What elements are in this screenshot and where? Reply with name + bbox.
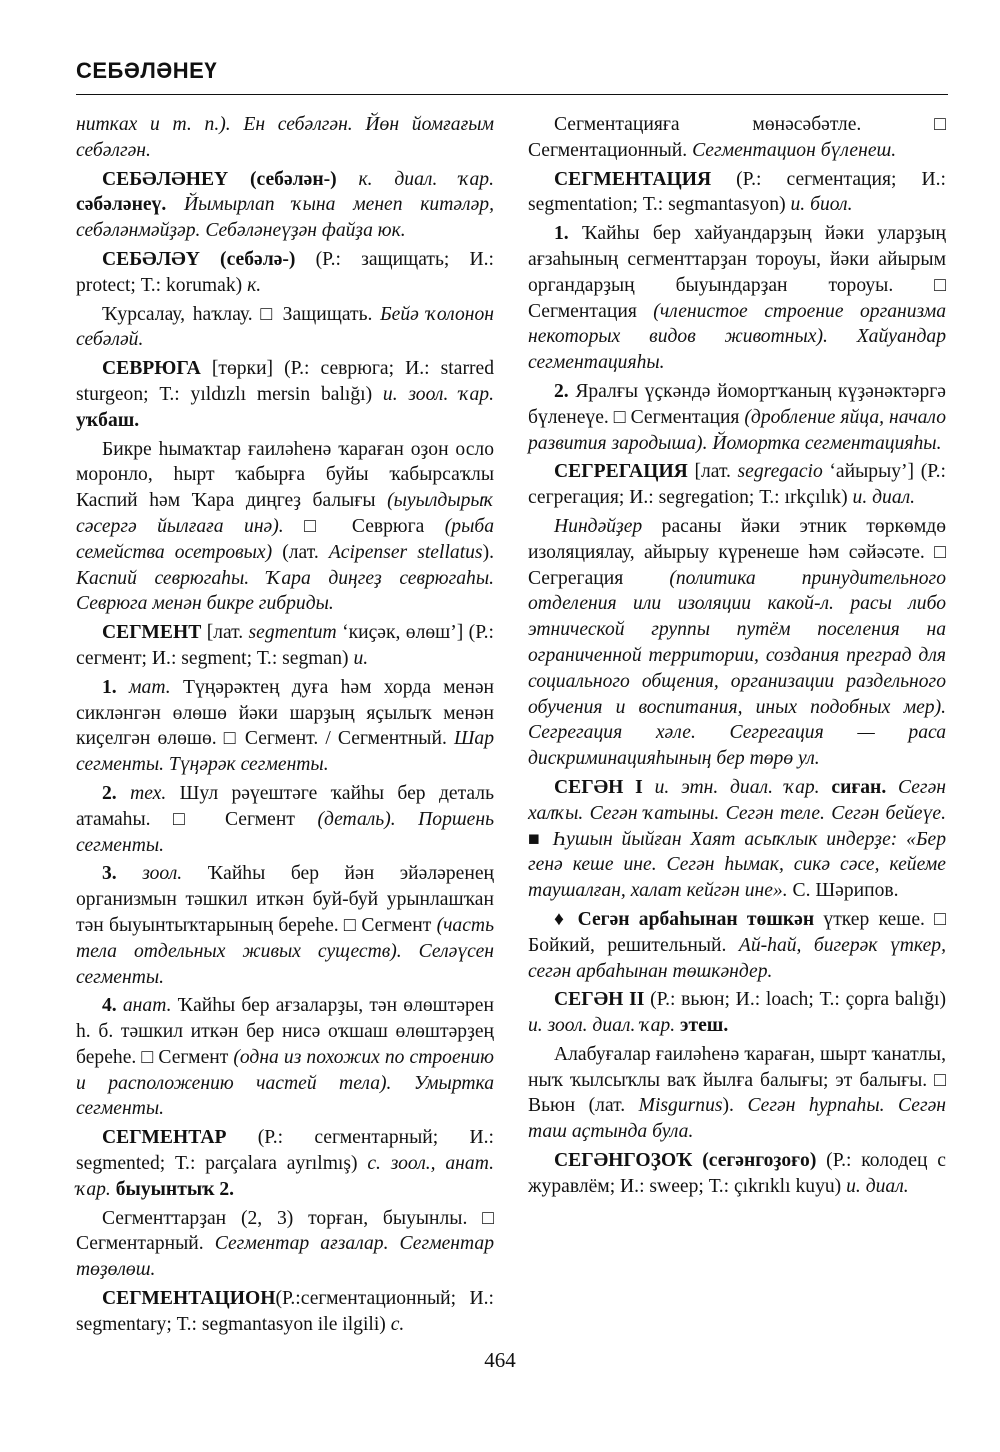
dictionary-entry-paragraph: [76, 247, 494, 299]
headword: Сегән арбаһынан төшкән: [577, 908, 824, 930]
dictionary-entry-paragraph: [528, 907, 946, 984]
headword: СЕБӘЛӘҮ (себәлә-): [102, 248, 316, 270]
text-run: ).: [482, 541, 494, 563]
italic-text: Сегментар ағзалар. Сегментар төҙөлөш.: [76, 1233, 494, 1281]
italic-text: (одна из похожих по строению и расположению частей тела). Умыртка сегменты.: [76, 1046, 494, 1120]
text-run: ♦: [554, 908, 578, 930]
italic-text: и.: [353, 647, 369, 669]
italic-text: и. зоол. ҡар.: [382, 383, 494, 405]
dictionary-entry-paragraph: [528, 112, 946, 164]
text-run: расаны йәки этник төркөмдө изоляциялау, айырыу күренеше һәм сәйәсәте. □ Сегрегация: [528, 515, 946, 589]
headword: 4.: [102, 995, 123, 1017]
right-column: [528, 112, 946, 1203]
headword: СЕГМЕНТ: [102, 622, 207, 644]
headword: уҡбаш.: [76, 409, 140, 431]
italic-text: (членистое строение организма некоторых видов животных). Хайуандар сегментацияһы.: [528, 300, 946, 374]
header-rule: [76, 94, 948, 95]
text-run: С. Шәрипов.: [787, 880, 899, 902]
italic-text: (политика принудительного отделения или изоляции какой-л. расы либо этнической группы путём поселения на ограниченной территории, создания преград для социального общения, организации раздельного обучения и воспитания, иных подобных мер). Сегрегация хәле. Сегрегация — раса дискриминацияһының бер төрө ул.: [528, 567, 946, 770]
italic-text: Acipenser stellatus: [328, 541, 483, 563]
dictionary-entry-paragraph: [76, 861, 494, 990]
headword: 1.: [554, 223, 582, 245]
dictionary-entry-paragraph: [76, 302, 494, 354]
headword: этеш.: [680, 1015, 729, 1037]
italic-text: и. диал.: [846, 1175, 909, 1197]
text-run: (Р.: сегментарный; И.: segmented; Т.: parçalara ayrılmış): [76, 1127, 494, 1175]
text-run: Ҡурсалау, һаҡлау. □ Защищать.: [102, 303, 381, 325]
headword: 2.: [554, 380, 576, 402]
text-run: [лат.: [694, 461, 738, 483]
italic-text: тех.: [130, 782, 180, 804]
italic-text: и. диал.: [852, 487, 916, 509]
italic-text: Сегән халҡы. Сегән ҡатыны. Сегән теле. Сегән бейеүе.: [528, 776, 946, 824]
italic-text: Ай-һай, бигерәк үткер, сегән арбаһынан төшкәндер.: [528, 934, 946, 982]
italic-text: зоол.: [142, 863, 208, 885]
dictionary-entry-paragraph: [76, 781, 494, 858]
headword: сәбәләнеү.: [76, 194, 184, 216]
italic-text: segmentum: [248, 622, 337, 644]
dictionary-entry-paragraph: [528, 514, 946, 772]
text-run: Ҡайһы бер йән эйәләренең организмын тәшкил иткән буй-буй урынлашҡан тән быуынтыҡтарының береһе. □ Сегмент: [76, 863, 494, 936]
running-header-title: СЕБӘЛӘНЕҮ: [76, 58, 218, 83]
dictionary-entry-paragraph: [76, 112, 494, 164]
italic-text: Йымырлап ҡына менеп китәләр, себәләнмәйҙәр. Себәләнеүҙән файҙа юк.: [76, 194, 494, 242]
text-run: ‘киҫәк, өлөш’] (Р.: сегмент; И.: segment; Т.: segman): [76, 622, 494, 669]
text-run: (Р.: колодец с журавлём; И.: sweep; Т.: çıkrıklı kuyu): [528, 1150, 946, 1197]
italic-text: с.: [390, 1313, 405, 1335]
text-run: [лат.: [206, 622, 249, 644]
italic-text: мат.: [129, 676, 183, 698]
dictionary-entry-paragraph: [76, 356, 494, 433]
text-run: Түңәрәктең дуға һәм хорда менән сикләнгән өлөшө йәки шарҙың яҫылыҡ менән киҫелгән өлөшө. □ Сегмент. / Сегментный.: [76, 676, 495, 750]
italic-text: (деталь). Поршень сегменты.: [76, 808, 495, 856]
dictionary-entry-paragraph: [528, 987, 946, 1039]
text-run: Сегментацияға мөнәсәбәтле. □ Сегментационный.: [528, 114, 946, 161]
text-run: (Р.:сегментационный; И.: segmentary; Т.: segmantasyon ile ilgili): [76, 1288, 494, 1335]
text-run: Ҡайһы бер хайуандарҙың йәки уларҙың ағзаһының сегменттарҙан тороуы, йәки айырым органдарҙың быуындарҙан тороуы. □ Сегментация: [528, 223, 947, 322]
italic-text: с. зоол., анат. ҡар.: [76, 1153, 494, 1200]
text-run: (Р.: защищать; И.: protect; Т.: korumak): [76, 248, 494, 296]
left-column: [76, 112, 494, 1341]
italic-text: Сегментацион бүленеш.: [692, 139, 897, 161]
headword: СЕВРЮГА: [102, 358, 212, 380]
italic-text: Каспий севрюгаһы. Ҡара диңгеҙ севрюгаһы. Севрюга менән бикре гибриды.: [76, 567, 494, 615]
text-run: ‘айырыу’] (Р.: сегрегация; И.: segregation; Т.: ırkçılık): [528, 461, 947, 509]
dictionary-entry-paragraph: [528, 221, 946, 376]
text-run: □ Севрюга: [283, 515, 445, 537]
italic-text: Бейә ҡолонон себәләй.: [76, 303, 494, 351]
italic-text: ниткax и т. п.). Ен себәлгән. Йөн йомғағым себәлгән.: [76, 114, 494, 161]
italic-text: Misgurnus: [638, 1095, 723, 1117]
text-run: үткер кеше. □ Бойкий, решительный.: [528, 908, 947, 956]
headword: 2.: [102, 782, 131, 804]
text-run: Шул рәүештәге ҡайһы бер деталь атамаһы. □ Сегмент: [76, 782, 495, 830]
text-run: Алабуғалар ғаиләһенә ҡараған, шырт ҡанатлы, ныҡ ҡылсыҡлы ваҡ йылға балығы; эт балығы. □ Вьюн (лат.: [528, 1043, 946, 1117]
headword: СЕГӘН II: [554, 989, 651, 1011]
headword: СЕГӘНГОҘОҠ (сегәнгоҙоғо): [554, 1150, 827, 1172]
text-run: ).: [722, 1095, 748, 1117]
italic-text: анат.: [122, 995, 178, 1017]
text-run: Сегменттарҙан (2, 3) торған, быуынлы. □ Сегментарный.: [76, 1207, 494, 1255]
dictionary-entry-paragraph: [76, 1286, 494, 1338]
text-run: [төрки] (Р.: севрюга; И.: starred sturgeon; Т.: yıldızlı mersin balığı): [76, 358, 494, 405]
italic-text: Шар сегменты. Түңәрәк сегменты.: [76, 728, 494, 776]
italic-text: segregacio: [737, 461, 823, 483]
headword: СЕГМЕНТАЦИЯ: [554, 168, 737, 190]
headword: СЕГРЕГАЦИЯ: [554, 461, 695, 483]
dictionary-entry-paragraph: [528, 775, 946, 904]
headword: быуынтыҡ 2.: [115, 1178, 235, 1200]
text-run: (Р.: сегментация; И.: segmentation; Т.: segmantasyon): [528, 168, 946, 216]
headword: СЕБӘЛӘНЕҮ (себәлән-): [102, 168, 359, 190]
text-run: (Р.: вьюн; И.: loach; Т.: çopra balığı): [650, 989, 946, 1011]
italic-text: Ниндәйҙер: [554, 515, 643, 537]
dictionary-entry-paragraph: [76, 1206, 494, 1283]
dictionary-entry-paragraph: [528, 459, 946, 511]
headword: СЕГӘН I: [554, 776, 655, 798]
dictionary-entry-paragraph: [76, 167, 494, 244]
italic-text: к. диал. ҡар.: [358, 168, 494, 190]
dictionary-entry-paragraph: [76, 675, 494, 778]
dictionary-entry-paragraph: [76, 1125, 494, 1202]
headword: сиған.: [831, 776, 899, 798]
dictionary-entry-paragraph: [76, 620, 494, 672]
text-run: (лат.: [272, 541, 329, 563]
italic-text: Һушын йыйған Хаят асыҡлык индерҙе: «Бер генә кеше ине. Сегән һымак, сикә сәсе, кейеме таушалған, халат кейгән ине».: [528, 828, 947, 902]
italic-text: Сегән һурпаһы. Сегән таш аҫтында була.: [528, 1095, 947, 1143]
text-run: Яралғы үҫкәндә йомортҡаның күҙәнәктәргә бүленеүе. □ Сегментация: [528, 380, 946, 428]
italic-text: и. биол.: [790, 194, 853, 216]
running-header: [76, 58, 946, 84]
dictionary-entry-paragraph: [528, 1148, 946, 1200]
headword: СЕГМЕНТАР: [102, 1127, 258, 1149]
dictionary-entry-paragraph: [528, 379, 946, 456]
text-run: ■: [528, 828, 553, 850]
headword: СЕГМЕНТАЦИОН: [102, 1288, 276, 1310]
italic-text: (часть тела отдельных живых существ). Селәүсен сегменты.: [76, 914, 494, 988]
page-number: 464: [484, 1348, 516, 1372]
dictionary-entry-paragraph: [528, 1042, 946, 1145]
italic-text: (рыба семейства осетровых): [76, 515, 494, 563]
text-run: Ҡайһы бер ағзаларҙы, тән өлөштәрен һ. б. тәшкил иткән бер нисә оҡшаш өлөштәрҙең береһе. □ Сегмент: [76, 995, 494, 1068]
dictionary-entry-paragraph: [76, 437, 494, 618]
italic-text: и. зоол. диал. ҡар.: [528, 1015, 680, 1037]
italic-text: (дробление яйца, начало развития зародыша). Йомортка сегментацияһы.: [528, 406, 946, 454]
text-run: Бикре һымаҡтар ғаиләһенә ҡараған оҙон осло моронло, һырт ҡабырға буйы ҡабырсаҡлы Каспий һәм Ҡара диңгеҙ балығы: [76, 438, 494, 512]
headword: 3.: [102, 863, 143, 885]
dictionary-entry-paragraph: [528, 167, 946, 219]
headword: 1.: [102, 676, 130, 698]
italic-text: и. этн. диал. ҡар.: [654, 776, 832, 798]
italic-text: (ыуылдырыҡ сәсергә йылғаға инә).: [76, 490, 494, 537]
italic-text: к.: [247, 274, 262, 296]
dictionary-entry-paragraph: [76, 993, 494, 1122]
